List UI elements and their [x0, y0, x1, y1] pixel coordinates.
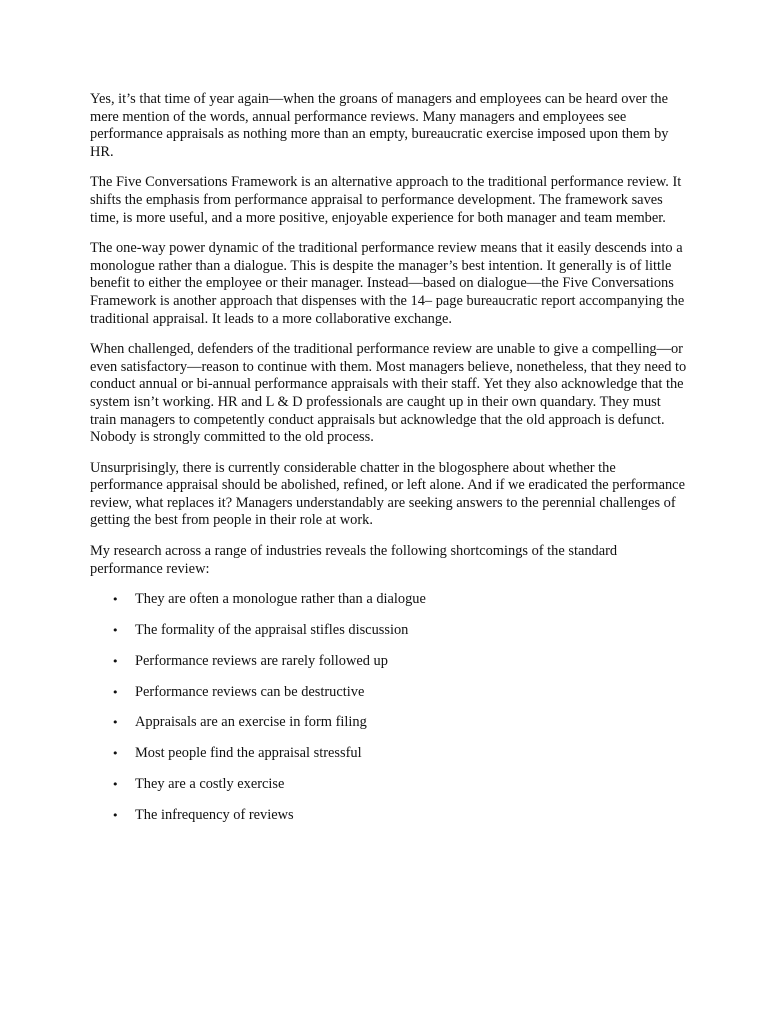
bullet-icon: •: [112, 624, 119, 638]
list-item: [90, 714, 690, 732]
paragraph-framework: The Five Conversations Framework is an alternative approach to the traditional performance review. It shifts the emphasis from performance appraisal to performance development. The framework saves time, is more useful, and a more positive, enjoyable experience for both manager and team member.: [90, 174, 682, 226]
list-item-text: Performance reviews can be destructive: [135, 683, 365, 700]
list-item-text: The infrequency of reviews: [135, 806, 294, 823]
bullet-icon: •: [112, 716, 119, 730]
list-item-text: They are a costly exercise: [135, 775, 285, 792]
bullet-icon: •: [112, 747, 119, 761]
list-item: [90, 684, 690, 702]
paragraph-intro: Yes, it’s that time of year again—when the groans of managers and employees can be heard over the mere mention of the words, annual performance reviews. Many managers and employees see performance appraisals as nothing more than an empty, bureaucratic exercise imposed upon them by HR.: [90, 91, 669, 160]
bullet-icon: •: [112, 685, 119, 699]
list-item-text: Appraisals are an exercise in form filing: [135, 714, 367, 731]
list-item: [90, 807, 690, 825]
paragraph-research: My research across a range of industries reveals the following shortcomings of the standard performance review:: [90, 543, 618, 577]
list-item-text: They are often a monologue rather than a dialogue: [135, 591, 426, 608]
bullet-icon: •: [112, 654, 119, 668]
list-item-text: Most people find the appraisal stressful: [135, 745, 362, 762]
list-item-text: The formality of the appraisal stifles discussion: [135, 622, 409, 639]
list-item: [90, 745, 690, 763]
bullet-icon: •: [112, 808, 119, 822]
bullet-icon: •: [112, 593, 119, 607]
paragraph-blogosphere: Unsurprisingly, there is currently considerable chatter in the blogosphere about whether the performance appraisal should be abolished, refined, or left alone. And if we eradicated the performance review, what replaces it? Managers understandably are seeking answers to the perennial challenges of getting the best from people in their role at work.: [90, 459, 685, 529]
shortcomings-list: [90, 591, 690, 824]
bullet-icon: •: [112, 777, 119, 791]
list-item: [90, 591, 690, 609]
paragraph-power-dynamic: The one-way power dynamic of the traditional performance review means that it easily descends into a monologue rather than a dialogue. This is despite the manager’s best intention. It generally is of little benefit to either the employee or their manager. Instead—based on dialogue—the Five Conversations Framework is another approach that dispenses with the 14– page bureaucratic report accompanying the traditional appraisal. It leads to a more collaborative exchange.: [90, 240, 685, 327]
document-page: [90, 91, 690, 838]
list-item: [90, 776, 690, 794]
list-item: [90, 653, 690, 671]
paragraph-defenders: When challenged, defenders of the traditional performance review are unable to give a compelling—or even satisfactory—reason to continue with them. Most managers believe, nonetheless, that they need to conduct annual or bi-annual performance appraisals with their staff. Yet they also acknowledge that the system isn’t working. HR and L & D professionals are caught up in their own quandary. They must train managers to competently conduct appraisals but acknowledge that the old approach is defunct. Nobody is strongly committed to the old process.: [90, 341, 687, 446]
list-item-text: Performance reviews are rarely followed up: [135, 652, 388, 669]
list-item: [90, 622, 690, 640]
